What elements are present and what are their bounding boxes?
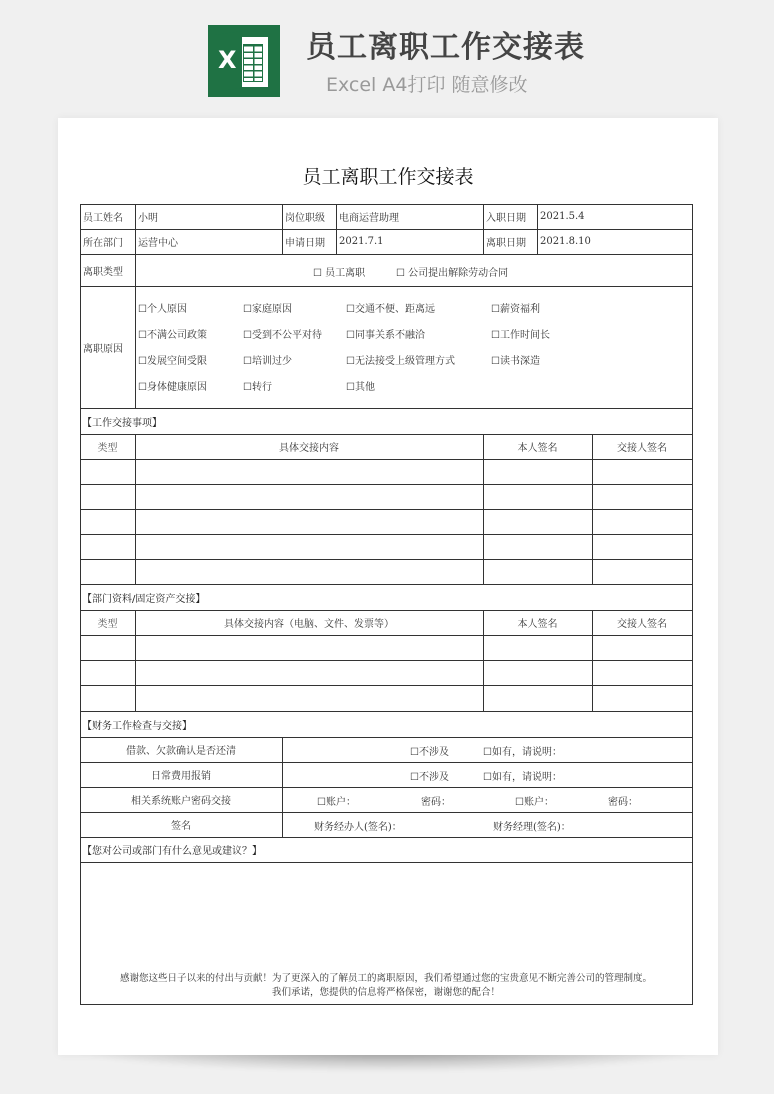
checkbox-if-any[interactable]: ☐如有，请说明： [483, 772, 562, 783]
leave-type-label: 离职类型 [83, 266, 123, 278]
section-asset-handover: 【部门资料/固定资产交接】 [82, 593, 206, 605]
excel-letter: X [218, 46, 237, 74]
finance-expense-label: 日常费用报销 [151, 771, 211, 782]
position-field[interactable]: 电商运营助理 [339, 213, 399, 224]
checkbox-reason[interactable]: ☐受到不公平对待 [243, 330, 322, 341]
join-date-label: 入职日期 [486, 213, 526, 224]
banner-subtitle: Excel A4打印 随意修改 [326, 74, 528, 96]
grid-line [282, 737, 283, 837]
finance-sign-label: 签名 [171, 821, 191, 832]
checkbox-account[interactable]: ☐账户： [515, 797, 554, 808]
join-date-field[interactable]: 2021.5.4 [540, 211, 585, 222]
checkbox-reason[interactable]: ☐读书深造 [491, 356, 540, 367]
grid-line [80, 286, 692, 287]
checkbox-if-any[interactable]: ☐如有，请说明： [483, 747, 562, 758]
col-header-type: 类型 [97, 619, 118, 630]
banner-title: 员工离职工作交接表 [306, 30, 585, 65]
checkbox-not-applicable[interactable]: ☐不涉及 [410, 772, 449, 783]
checkbox-not-applicable[interactable]: ☐不涉及 [410, 747, 449, 758]
col-header-content: 具体交接内容 [279, 443, 339, 454]
finance-loan-label: 借款、欠款确认是否还清 [126, 746, 236, 757]
feedback-input[interactable] [80, 862, 692, 962]
grid-line [80, 254, 692, 255]
checkbox-reason[interactable]: ☐家庭原因 [243, 304, 292, 315]
col-header-receiver-sign: 交接人签名 [617, 619, 667, 630]
name-label: 员工姓名 [83, 213, 123, 224]
asset-handover-rows[interactable] [80, 635, 692, 711]
document-title: 员工离职工作交接表 [302, 166, 474, 188]
finance-manager-sign[interactable]: 财务经理(签名)： [493, 822, 571, 833]
thanks-note-line2: 我们承诺，您提供的信息将严格保密，谢谢您的配合！ [271, 987, 500, 998]
password-label: 密码： [608, 797, 638, 808]
checkbox-reason[interactable]: ☐薪资福利 [491, 304, 540, 315]
section-work-handover: 【工作交接事项】 [82, 417, 162, 429]
checkbox-reason[interactable]: ☐转行 [243, 382, 272, 393]
leave-date-field[interactable]: 2021.8.10 [540, 236, 591, 247]
section-feedback: 【您对公司或部门有什么意见或建议？】 [82, 846, 262, 857]
banner [0, 0, 774, 110]
checkbox-employee-resign[interactable]: ☐ 员工离职 [313, 268, 366, 279]
dept-label: 所在部门 [83, 238, 123, 249]
finance-handler-sign[interactable]: 财务经办人(签名)： [314, 822, 402, 833]
checkbox-reason[interactable]: ☐工作时间长 [491, 330, 550, 341]
checkbox-reason[interactable]: ☐不满公司政策 [138, 330, 207, 341]
col-header-type: 类型 [97, 443, 118, 454]
checkbox-account[interactable]: ☐账户： [317, 797, 356, 808]
checkbox-reason[interactable]: ☐交通不便、距离远 [346, 304, 435, 315]
checkbox-reason[interactable]: ☐其他 [346, 382, 375, 393]
checkbox-company-terminate[interactable]: ☐ 公司提出解除劳动合同 [396, 268, 509, 279]
col-header-content: 具体交接内容（电脑、文件、发票等） [224, 619, 394, 630]
checkbox-reason[interactable]: ☐发展空间受限 [138, 356, 207, 367]
leave-date-label: 离职日期 [486, 238, 526, 249]
name-field[interactable]: 小明 [138, 213, 158, 224]
excel-icon [208, 25, 280, 97]
position-label: 岗位职级 [285, 213, 325, 224]
section-finance: 【财务工作检查与交接】 [82, 720, 192, 732]
password-label: 密码： [421, 797, 451, 808]
checkbox-reason[interactable]: ☐无法接受上级管理方式 [346, 356, 455, 367]
checkbox-reason[interactable]: ☐同事关系不融洽 [346, 330, 425, 341]
work-handover-rows[interactable] [80, 459, 692, 584]
apply-date-field[interactable]: 2021.7.1 [339, 236, 384, 247]
finance-account-label: 相关系统账户密码交接 [131, 796, 231, 807]
apply-date-label: 申请日期 [285, 238, 325, 249]
col-header-self-sign: 本人签名 [517, 619, 558, 630]
dept-field[interactable]: 运营中心 [138, 238, 178, 249]
checkbox-reason[interactable]: ☐身体健康原因 [138, 382, 207, 393]
col-header-self-sign: 本人签名 [517, 443, 558, 454]
checkbox-reason[interactable]: ☐个人原因 [138, 304, 187, 315]
leave-reason-label: 离职原因 [83, 343, 123, 355]
checkbox-reason[interactable]: ☐培训过少 [243, 356, 292, 367]
thanks-note-line1: 感谢您这些日子以来的付出与贡献！为了更深入的了解员工的离职原因，我们希望通过您的宝贵意见不断完善公司的管理制度。 [119, 973, 652, 984]
col-header-receiver-sign: 交接人签名 [617, 443, 667, 454]
